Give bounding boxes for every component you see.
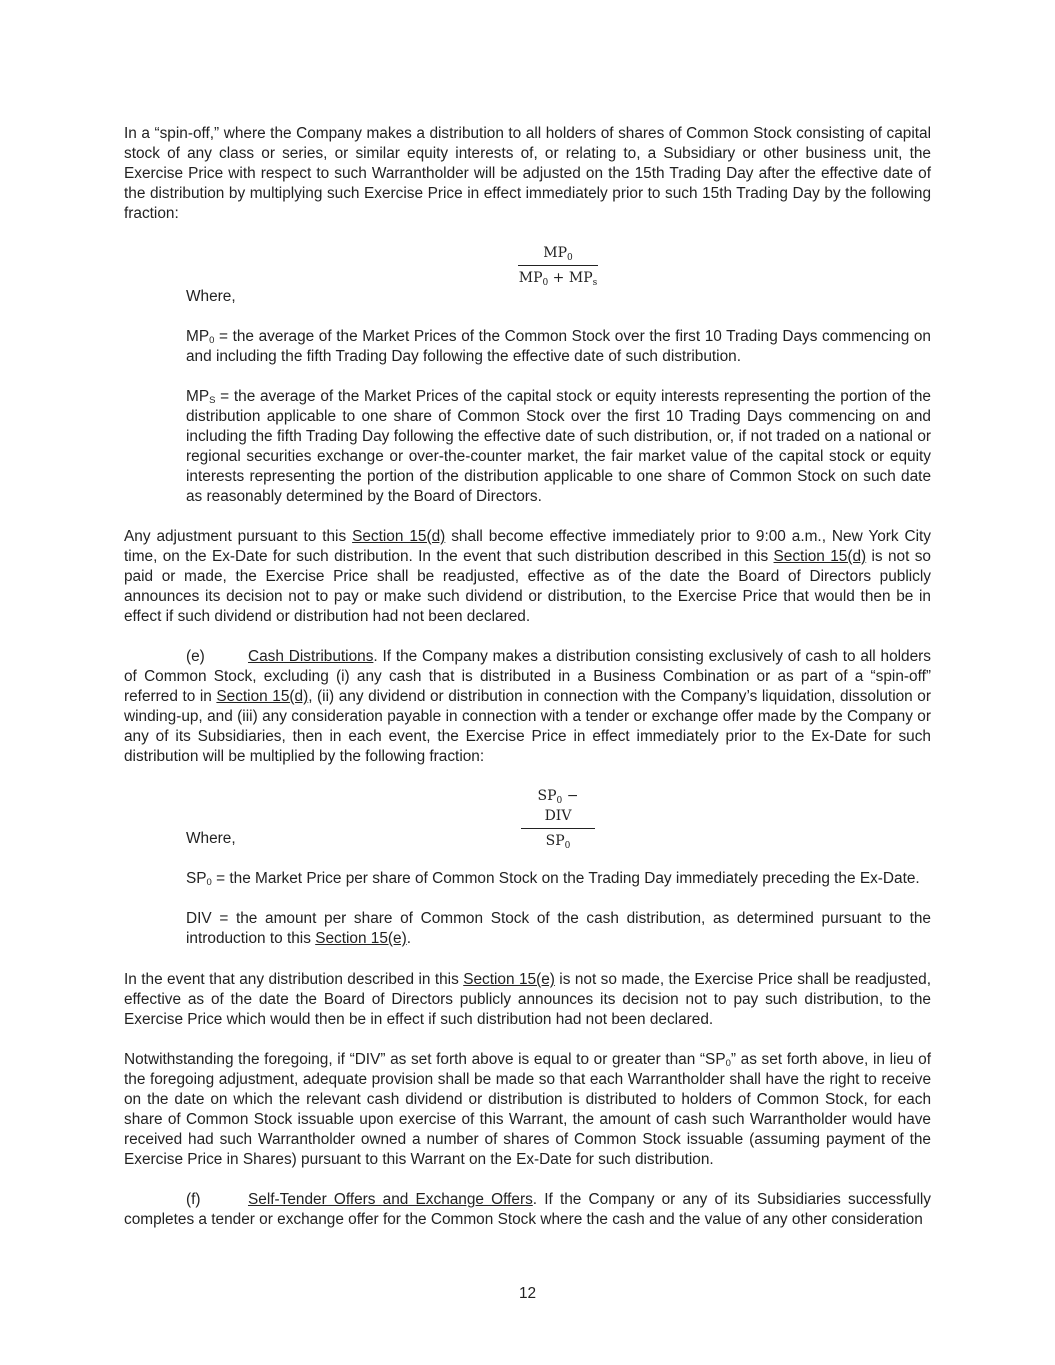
page-number: 12 [518,1285,537,1302]
definition-mp0: $MP_0$ = the average of the Market Prices of the Common Stock over the first 10 Trading Days commencing on and including the fifth Trading Day following the effective date of such distribution. [186,328,931,365]
section-reference: Section 15(d) [216,688,309,705]
fraction-numerator: $SP_0$ − DIV [537,788,579,824]
definition-div: DIV = the amount per share of Common Stock of the cash distribution, as determined pursuant to the introduction to this Section 15(e). [186,910,931,947]
section-f-paragraph: (f) Self-Tender Offers and Exchange Offers. If the Company or any of its Subsidiaries successfully completes a tender or exchange offer for the Common Stock where the cash and the value of any other consideration [124,1191,931,1228]
fraction-numerator: $MP_0$ [543,245,573,263]
definition-sp0: $SP_0$ = the Market Price per share of Common Stock on the Trading Day immediately preceding the Ex-Date. [186,870,920,888]
section-reference: Section 15(e) [315,930,407,947]
section-reference: Section 15(e) [463,971,555,988]
definition-mps: $MP_S$ = the average of the Market Prices of the capital stock or equity interests representing the portion of the distribution applicable to one share of Common Stock over the first 10 Trading Days commencing on and including the fifth Trading Day following the effective date of such distribution, or, if not traded on a national or regional securities exchange or over-the-counter market, the fair market value of the capital stock or equity interests representing the portion of the distribution applicable to one share of Common Stock on such date as reasonably determined by the Board of Directors. [186,388,931,505]
readjustment-paragraph: In the event that any distribution described in this Section 15(e) is not so made, the Exercise Price shall be readjusted, effective as of the date the Board of Directors publicly announces its decision not to pay such distribution, to the Exercise Price which would then be in effect if such distribution had not been declared. [124,971,931,1028]
section-reference: Section 15(d) [352,528,446,545]
where-label: Where, [186,830,236,847]
where-label: Where, [186,288,236,305]
section-label: (e) [186,648,205,665]
section-e-paragraph: (e) Cash Distributions. If the Company makes a distribution consisting exclusively of cash to all holders of Common Stock, excluding (i) any cash that is distributed in a Business Combination or as part of a “spin-off” referred to in Section 15(d), (ii) any dividend or distribution in connection with the Company’s liquidation, dissolution or winding-up, and (iii) any consideration payable in connection with a tender or exchange offer made by the Company or any of its Subsidiaries, then in each event, the Exercise Price in effect immediately prior to the Ex-Date for such distribution will be multiplied by the following fraction: [124,648,931,765]
fraction-denominator: $MP_0 + MP_s$ [518,270,598,288]
notwithstanding-paragraph: Notwithstanding the foregoing, if “DIV” as set forth above is equal to or greater than “$SP_0$” as set forth above, in lieu of the foregoing adjustment, adequate provision shall be made so that each Warrantholder shall have the right to receive on the date on which the relevant cash dividend or distribution is distributed to holders of Common Stock, for each share of Common Stock issuable upon exercise of this Warrant, the amount of cash such Warrantholder would have received had such Warrantholder owned a number of shares of Common Stock issuable (assuming payment of the Exercise Price in Shares) pursuant to this Warrant on the Ex-Date for such distribution. [124,1051,931,1168]
section-reference: Section 15(d) [773,548,867,565]
spin-off-paragraph [124,124,931,224]
fraction-denominator: $SP_0$ [545,833,571,851]
section-heading: Self-Tender Offers and Exchange Offers [248,1191,533,1208]
section-heading: Cash Distributions [248,648,374,665]
spin-off-text: In a “spin-off,” where the Company makes a distribution to all holders of shares of Common Stock consisting of capital stock of any class or series, or similar equity interests of, or relating to, a Subsidiary or other business unit, the Exercise Price with respect to such Warrantholder will be adjusted on the 15th Trading Day after the effective date of the distribution by multiplying such Exercise Price in effect immediately prior to such 15th Trading Day by the following fraction: [124,125,931,222]
section-label: (f) [186,1191,201,1208]
spin-off-fraction [518,243,598,288]
adjustment-paragraph: Any adjustment pursuant to this Section 15(d) shall become effective immediately prior to 9:00 a.m., New York City time, on the Ex-Date for such distribution. In the event that such distribution described in this Section 15(d) is not so paid or made, the Exercise Price shall be readjusted, effective as of the date the Board of Directors publicly announces its decision not to pay or make such dividend or distribution, to the Exercise Price that would then be in effect if such dividend or distribution had not been declared. [124,528,931,625]
